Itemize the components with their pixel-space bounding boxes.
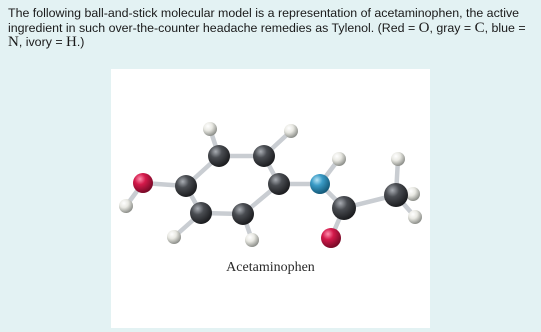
carbon-atom	[190, 202, 212, 224]
molecule-figure	[111, 69, 430, 328]
symbol-oxygen: O	[418, 19, 430, 36]
question-part-2: , gray =	[429, 20, 475, 35]
question-part-1: The following ball-and-stick molecular model is a representation of acetaminophen, the active ingredient in such over-the-counter headache remedies as Tylenol. (Red =	[8, 6, 520, 35]
question-part-4: , ivory =	[18, 35, 67, 50]
carbon-atom	[268, 173, 290, 195]
carbon-atom	[384, 183, 408, 207]
acetaminophen-model	[111, 69, 430, 328]
hydrogen-atom	[408, 210, 422, 224]
symbol-carbon: C	[474, 19, 485, 36]
symbol-nitrogen: N	[8, 34, 19, 51]
hydrogen-atom	[167, 230, 181, 244]
hydrogen-atom	[406, 187, 420, 201]
figure-caption: Acetaminophen	[226, 260, 315, 275]
carbon-atom	[253, 145, 275, 167]
hydrogen-atom	[332, 152, 346, 166]
carbon-atom	[332, 196, 356, 220]
carbon-atom	[232, 203, 254, 225]
hydrogen-atom	[203, 122, 217, 136]
oxygen-atom	[133, 173, 153, 193]
question-part-5: .)	[76, 35, 85, 50]
hydrogen-atom	[284, 124, 298, 138]
carbon-atom	[208, 145, 230, 167]
hydrogen-atom	[119, 199, 133, 213]
carbon-atom	[175, 175, 197, 197]
hydrogen-atom	[245, 233, 259, 247]
symbol-hydrogen: H	[66, 34, 77, 51]
nitrogen-atom	[310, 174, 330, 194]
question-part-3: , blue =	[484, 20, 526, 35]
question-text	[8, 6, 534, 50]
hydrogen-atom	[391, 152, 405, 166]
oxygen-atom	[321, 228, 341, 248]
